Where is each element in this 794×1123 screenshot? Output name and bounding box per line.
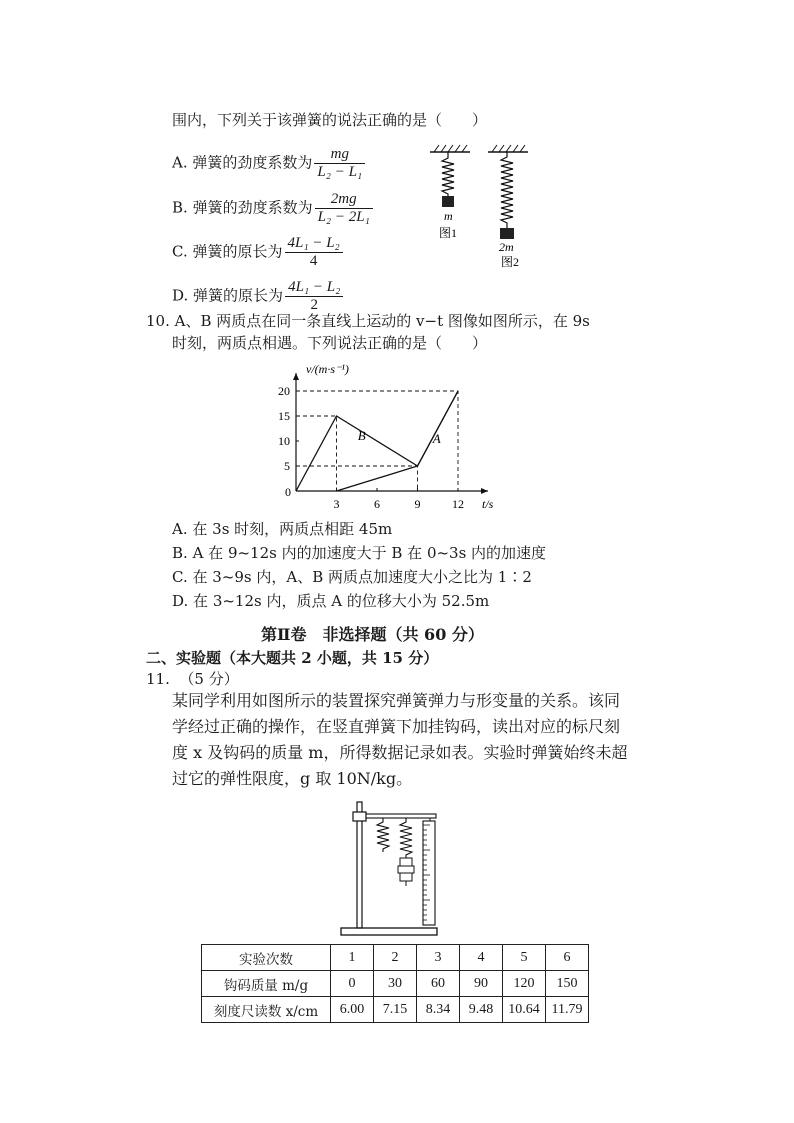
table-cell: 6 — [546, 945, 589, 971]
row-header: 钩码质量 m/g — [202, 971, 331, 997]
q9-option-a[interactable] — [172, 146, 367, 181]
points-badge: （5 分） — [179, 670, 239, 688]
arm-icon — [366, 814, 436, 818]
x-tick-label: 12 — [452, 497, 464, 511]
q9-option-d[interactable] — [172, 279, 345, 314]
q11-line-3: 度 x 及钩码的质量 m，所得数据记录如表。实验时弹簧始终未超 — [172, 743, 628, 762]
fraction: $\frac{2mg}{\text{L₂ − 2L₁}}$ — [315, 191, 373, 226]
ceiling-1-icon — [430, 145, 470, 152]
table-cell: 0 — [331, 971, 374, 997]
weight-icon — [398, 866, 414, 873]
spring-icon — [377, 818, 389, 852]
option-label: A. — [172, 520, 188, 538]
q10-option-a[interactable] — [172, 519, 392, 539]
stem-text: A、B 两质点在同一条直线上运动的 v−t 图像如图所示，在 9s — [174, 312, 590, 330]
x-tick-label: 6 — [374, 497, 380, 511]
q10-stem-line1 — [146, 311, 590, 331]
ceiling-2-icon — [488, 145, 528, 152]
option-label: A. — [172, 153, 188, 172]
q10-option-c[interactable] — [172, 567, 532, 587]
mass-2-label: 2m — [499, 240, 514, 254]
q11-line-1: 某同学利用如图所示的装置探究弹簧弹力与形变量的关系。该同 — [172, 691, 621, 710]
series-label-A: A — [432, 431, 441, 446]
x-axis-arrow-icon — [481, 488, 488, 494]
table-row — [202, 945, 589, 971]
option-text: 在 3~12s 内，质点 A 的位移大小为 52.5m — [193, 592, 490, 610]
table-cell: 2 — [374, 945, 417, 971]
part2-title: 第Ⅱ卷 非选择题（共 60 分） — [261, 625, 484, 644]
spring-1-icon — [442, 152, 454, 196]
x-axis-label: t/s — [482, 497, 494, 511]
option-label: D. — [172, 286, 189, 305]
table-cell: 3 — [417, 945, 460, 971]
table-cell: 9.48 — [460, 997, 503, 1023]
figure-2-caption: 图2 — [501, 255, 520, 269]
x-tick-label: 3 — [333, 497, 340, 511]
q11-line-2: 学经过正确的操作，在竖直弹簧下加挂钩码，读出对应的标尺刻 — [172, 717, 621, 736]
row-header: 刻度尺读数 x/cm — [202, 997, 331, 1023]
data-table — [201, 944, 589, 1023]
guide-line — [296, 466, 418, 491]
x-tick-label: 9 — [414, 497, 421, 511]
spring-icon — [400, 818, 412, 858]
row-header: 实验次数 — [202, 945, 331, 971]
q10-option-d[interactable] — [172, 591, 489, 611]
question-number: 11. — [146, 670, 170, 688]
y-tick-label: 20 — [278, 384, 290, 398]
spring-apparatus-figure — [335, 798, 445, 943]
series-label-B: B — [357, 428, 366, 443]
table-cell: 1 — [331, 945, 374, 971]
origin-label: 0 — [285, 485, 291, 499]
table-cell: 5 — [503, 945, 546, 971]
table-cell: 60 — [417, 971, 460, 997]
y-tick-label: 5 — [284, 459, 290, 473]
table-cell: 120 — [503, 971, 546, 997]
table-row — [202, 971, 589, 997]
table-cell: 90 — [460, 971, 503, 997]
fraction: $\frac{\text{4L₁ − L₂}}{2}$ — [285, 279, 343, 314]
q10-option-b[interactable] — [172, 543, 546, 563]
spring-2-icon — [501, 152, 513, 228]
table-cell: 4 — [460, 945, 503, 971]
y-tick-label: 10 — [278, 434, 290, 448]
spring-figure — [425, 142, 545, 272]
table-cell: 7.15 — [374, 997, 417, 1023]
table-cell: 11.79 — [546, 997, 589, 1023]
vt-chart — [272, 358, 502, 516]
section-heading: 二、实验题（本大题共 2 小题，共 15 分） — [146, 649, 439, 667]
question-number: 10. — [146, 312, 170, 330]
table-cell: 8.34 — [417, 997, 460, 1023]
option-text: 弹簧的原长为 — [193, 286, 284, 305]
mass-1-label: m — [444, 209, 453, 223]
q10-stem-line2: 时刻，两质点相遇。下列说法正确的是（ ） — [172, 334, 488, 352]
option-text: A 在 9~12s 内的加速度大于 B 在 0~3s 内的加速度 — [192, 544, 547, 562]
figure-1-caption: 图1 — [439, 226, 458, 240]
option-label: C. — [172, 568, 188, 586]
option-text: 在 3~9s 内，A、B 两质点加速度大小之比为 1∶2 — [192, 568, 532, 586]
fraction: $\frac{mg}{\text{L₂ − L₁}}$ — [314, 146, 365, 181]
option-label: D. — [172, 592, 189, 610]
option-text: 弹簧的劲度系数为 — [192, 198, 313, 217]
fraction: $\frac{\text{4L₁ − L₂}}{4}$ — [285, 235, 343, 270]
option-label: B. — [172, 544, 188, 562]
mass-2-icon — [500, 228, 514, 239]
q11-line-4: 过它的弹性限度，g 取 10N/kg。 — [172, 769, 413, 788]
y-tick-label: 15 — [278, 409, 290, 423]
clamp-icon — [353, 812, 366, 821]
q9-option-c[interactable] — [172, 235, 345, 270]
q9-option-b[interactable] — [172, 191, 375, 226]
option-text: 在 3s 时刻，两质点相距 45m — [192, 520, 393, 538]
table-cell: 10.64 — [503, 997, 546, 1023]
mass-1-icon — [442, 196, 454, 207]
option-text: 弹簧的原长为 — [192, 242, 283, 261]
table-row — [202, 997, 589, 1023]
weight-icon — [400, 858, 412, 866]
option-label: B. — [172, 198, 188, 217]
ruler-icon — [423, 821, 435, 925]
y-axis-arrow-icon — [293, 373, 299, 380]
table-cell: 30 — [374, 971, 417, 997]
option-label: C. — [172, 242, 188, 261]
q9-stem-tail: 围内，下列关于该弹簧的说法正确的是（ ） — [172, 111, 488, 129]
table-cell: 150 — [546, 971, 589, 997]
option-text: 弹簧的劲度系数为 — [192, 153, 313, 172]
stand-base-icon — [341, 928, 437, 935]
q11-header — [146, 669, 239, 689]
weight-icon — [400, 873, 412, 881]
table-cell: 6.00 — [331, 997, 374, 1023]
y-axis-label: v/(m·s⁻¹) — [306, 362, 349, 376]
